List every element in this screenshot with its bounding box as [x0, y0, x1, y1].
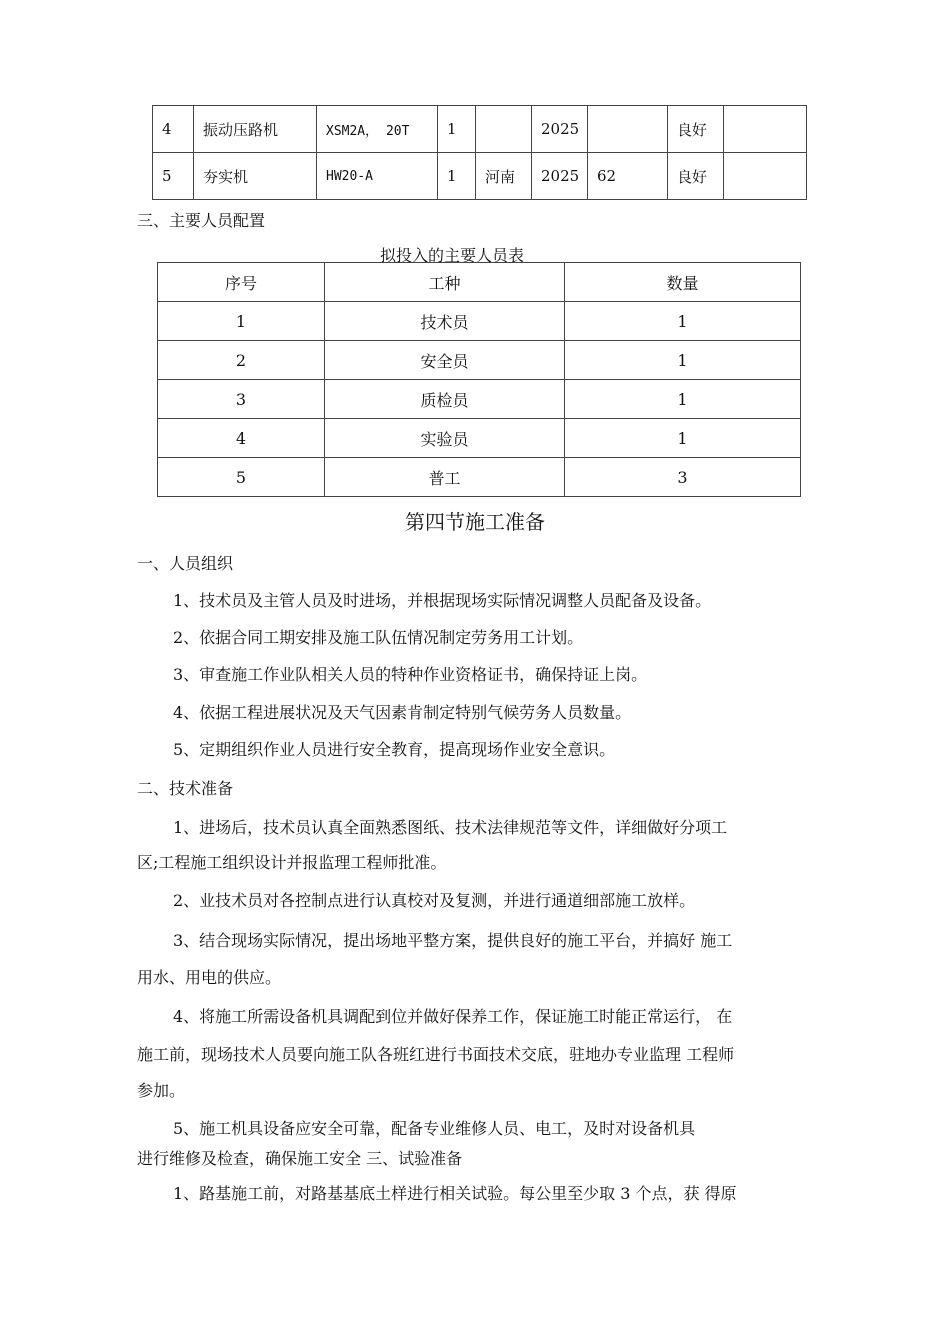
table-row — [158, 380, 801, 419]
equip-remark — [724, 106, 807, 153]
table-cell: 1 — [565, 341, 801, 380]
equip-year: 2025 — [532, 106, 588, 153]
equip-power: 62 — [588, 153, 668, 200]
equip-remark — [724, 153, 807, 200]
equip-qty: 1 — [438, 106, 476, 153]
paragraph: 3、审查施工作业队相关人员的特种作业资格证书，确保持证上岗。 — [173, 665, 648, 684]
paragraph: 1、路基施工前，对路基基底土样进行相关试验。每公里至少取 3 个点，获 得原 — [173, 1184, 737, 1203]
paragraph: 4、依据工程进展状况及天气因素肯制定特别气候劳务人员数量。 — [173, 703, 632, 722]
equip-name: 振动压路机 — [194, 106, 317, 153]
column-header: 序号 — [158, 263, 325, 302]
paragraph-continued: 区;工程施工组织设计并报监理工程师批准。 — [137, 853, 447, 872]
table-cell: 5 — [158, 458, 325, 497]
table-row — [158, 419, 801, 458]
equip-origin: 河南 — [476, 153, 532, 200]
staff-table — [157, 262, 801, 497]
paragraph-continued: 施工前，现场技术人员要向施工队各班红进行书面技术交底，驻地办专业监理 工程师 — [137, 1045, 735, 1064]
paragraph: 5、施工机具设备应安全可靠，配备专业维修人员、电工，及时对设备机具 — [173, 1119, 696, 1138]
equip-condition: 良好 — [668, 106, 724, 153]
paragraph: 5、定期组织作业人员进行安全教育，提高现场作业安全意识。 — [173, 740, 616, 759]
equip-qty: 1 — [438, 153, 476, 200]
table-cell: 1 — [565, 380, 801, 419]
section-heading-personnel: 一、人员组织 — [137, 554, 234, 573]
equip-power — [588, 106, 668, 153]
paragraph: 2、依据合同工期安排及施工队伍情况制定劳务用工计划。 — [173, 628, 584, 647]
table-row — [153, 153, 807, 200]
table-cell: 实验员 — [325, 419, 565, 458]
paragraph: 1、技术员及主管人员及时进场，并根据现场实际情况调整人员配备及设备。 — [173, 591, 712, 610]
equip-origin — [476, 106, 532, 153]
paragraph-continued: 进行维修及检查，确保施工安全 三、试验准备 — [137, 1149, 463, 1168]
table-cell: 4 — [158, 419, 325, 458]
table-cell: 安全员 — [325, 341, 565, 380]
staff-table-caption: 拟投入的主要人员表 — [379, 246, 524, 265]
equip-model: HW20-A — [317, 153, 438, 200]
table-cell: 1 — [565, 302, 801, 341]
table-row — [158, 458, 801, 497]
column-header: 数量 — [565, 263, 801, 302]
section-heading-technical: 二、技术准备 — [137, 779, 234, 798]
table-cell: 技术员 — [325, 302, 565, 341]
equip-no: 5 — [153, 153, 194, 200]
paragraph: 1、进场后，技术员认真全面熟悉图纸、技术法律规范等文件，详细做好分项工 — [173, 818, 728, 837]
column-header: 工种 — [325, 263, 565, 302]
paragraph-continued: 参加。 — [137, 1081, 186, 1100]
table-cell: 质检员 — [325, 380, 565, 419]
table-cell: 1 — [158, 302, 325, 341]
equip-condition: 良好 — [668, 153, 724, 200]
paragraph: 3、结合现场实际情况，提出场地平整方案，提供良好的施工平台，并搞好 施工 — [173, 931, 733, 950]
table-cell: 2 — [158, 341, 325, 380]
equip-name: 夯实机 — [194, 153, 317, 200]
table-row — [158, 341, 801, 380]
table-header-row — [158, 263, 801, 302]
paragraph: 4、将施工所需设备机具调配到位并做好保养工作，保证施工时能正常运行， 在 — [173, 1007, 733, 1026]
table-cell: 1 — [565, 419, 801, 458]
table-cell: 3 — [565, 458, 801, 497]
table-row — [158, 302, 801, 341]
table-cell: 3 — [158, 380, 325, 419]
chapter-title: 第四节施工准备 — [405, 510, 545, 534]
equipment-table — [152, 105, 807, 200]
equip-model: XSM2A， 20T — [317, 106, 438, 153]
section-heading-staffing: 三、主要人员配置 — [137, 211, 266, 230]
table-cell: 普工 — [325, 458, 565, 497]
paragraph: 2、业技术员对各控制点进行认真校对及复测，并进行通道细部施工放样。 — [173, 891, 696, 910]
equip-no: 4 — [153, 106, 194, 153]
table-row — [153, 106, 807, 153]
equip-year: 2025 — [532, 153, 588, 200]
paragraph-continued: 用水、用电的供应。 — [137, 968, 282, 987]
